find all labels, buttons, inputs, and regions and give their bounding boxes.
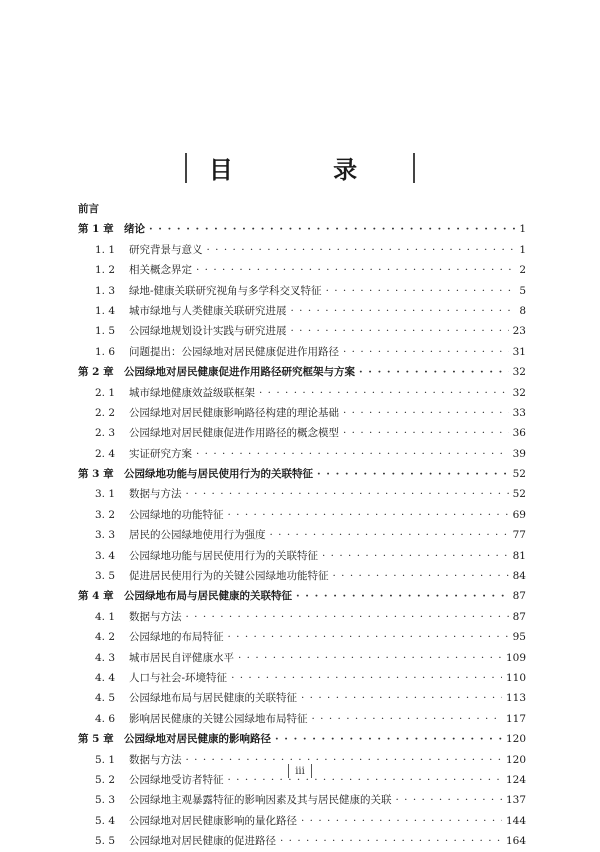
toc-entry-number: 2. 1	[95, 386, 116, 399]
toc-entry-title: 公园绿地布局与居民健康的关联特征	[124, 590, 292, 603]
toc-leader-dots	[359, 362, 509, 382]
page-footer	[0, 764, 600, 778]
toc-entry-page: 124	[505, 773, 526, 786]
toc-entry-number: 1. 3	[95, 284, 116, 297]
toc-chapter-row[interactable]	[78, 219, 526, 239]
toc-leader-dots	[231, 668, 502, 688]
toc-entry-title: 公园绿地主观暴露特征的影响因素及其与居民健康的关联	[129, 794, 392, 807]
toc-leader-dots	[301, 688, 502, 708]
toc-entry-number: 4. 5	[95, 692, 116, 705]
page-number: iii	[295, 765, 305, 777]
toc-leader-dots	[396, 790, 502, 810]
toc-entries	[78, 219, 526, 851]
toc-chapter-row[interactable]	[78, 729, 526, 749]
toc-entry-title: 数据与方法	[129, 610, 182, 623]
toc-leader-dots	[259, 383, 509, 403]
toc-entry-title: 公园绿地的功能特征	[129, 508, 224, 521]
toc-leader-dots	[207, 240, 516, 260]
toc-entry-page: 36	[512, 427, 526, 440]
toc-chapter-row[interactable]	[78, 464, 526, 484]
toc-entry-number: 5. 4	[95, 814, 116, 827]
toc-entry-number: 1. 1	[95, 243, 116, 256]
toc-leader-dots	[196, 260, 515, 280]
toc-section-row[interactable]	[78, 260, 526, 280]
toc-entry-number: 第 2 章	[78, 366, 114, 379]
toc-leader-dots	[275, 729, 502, 749]
toc-entry-page: 87	[512, 590, 526, 603]
toc-entry-title: 绪论	[124, 223, 145, 236]
toc-entry-number: 4. 3	[95, 651, 116, 664]
toc-entry-number: 1. 4	[95, 304, 116, 317]
toc-section-row[interactable]	[78, 811, 526, 831]
toc-chapter-row[interactable]	[78, 362, 526, 382]
toc-section-row[interactable]	[78, 525, 526, 545]
toc-leader-dots	[291, 301, 516, 321]
toc-entry-title: 促进居民使用行为的关键公园绿地功能特征	[129, 570, 329, 583]
toc-leader-dots	[238, 648, 502, 668]
toc-entry-number: 4. 2	[95, 631, 116, 644]
toc-entry-page: 137	[505, 794, 526, 807]
toc-section-row[interactable]	[78, 301, 526, 321]
toc-leader-dots	[333, 566, 509, 586]
toc-entry-number: 第 3 章	[78, 468, 114, 481]
toc-entry-number: 5. 3	[95, 794, 116, 807]
toc-section-row[interactable]	[78, 444, 526, 464]
toc-entry-number: 4. 1	[95, 610, 116, 623]
toc-entry-number: 5. 2	[95, 773, 116, 786]
preface-label: 前言	[78, 203, 99, 215]
toc-entry-title: 公园绿地对居民健康促进作用路径研究框架与方案	[124, 366, 355, 379]
page-title-text: 目 录	[208, 156, 404, 184]
toc-section-row[interactable]	[78, 484, 526, 504]
toc-entry-page: 164	[505, 835, 526, 848]
toc-entry-page: 113	[505, 692, 526, 705]
toc-leader-dots	[291, 321, 509, 341]
toc-leader-dots	[228, 505, 509, 525]
toc-section-row[interactable]	[78, 688, 526, 708]
toc-entry-title: 绿地-健康关联研究视角与多学科交叉特征	[129, 284, 322, 297]
toc-entry-page: 81	[512, 549, 526, 562]
toc-leader-dots	[186, 607, 509, 627]
toc-leader-dots	[343, 403, 509, 423]
toc-entry-page: 1	[519, 223, 526, 236]
toc-entry-page: 33	[512, 406, 526, 419]
toc-entry-page: 39	[512, 447, 526, 460]
toc-section-row[interactable]	[78, 403, 526, 423]
toc-leader-dots	[186, 484, 509, 504]
toc-entry-title: 公园绿地对居民健康的影响路径	[124, 733, 271, 746]
toc-section-row[interactable]	[78, 607, 526, 627]
toc-entry-page: 1	[519, 243, 526, 256]
toc-entry-number: 5. 1	[95, 753, 116, 766]
toc-section-row[interactable]	[78, 505, 526, 525]
toc-entry-title: 问题提出：公园绿地对居民健康促进作用路径	[129, 345, 339, 358]
toc-entry-number: 第 5 章	[78, 733, 114, 746]
toc-section-row[interactable]	[78, 648, 526, 668]
toc-entry-number: 第 1 章	[78, 223, 114, 236]
toc-entry-title: 公园绿地对居民健康促进作用路径的概念模型	[129, 427, 339, 440]
toc-entry-title: 城市绿地健康效益级联框架	[129, 386, 255, 399]
toc-section-row[interactable]	[78, 668, 526, 688]
toc-leader-dots	[270, 525, 509, 545]
toc-entry-page: 52	[512, 468, 526, 481]
toc-leader-dots	[343, 423, 509, 443]
toc-entry-number: 3. 5	[95, 570, 116, 583]
toc-section-row[interactable]	[78, 240, 526, 260]
toc-entry-page: 23	[512, 325, 526, 338]
toc-entry-page: 69	[512, 508, 526, 521]
toc-entry-page: 117	[505, 712, 526, 725]
toc-section-row[interactable]	[78, 790, 526, 810]
toc-leader-dots	[301, 811, 502, 831]
toc-leader-dots	[228, 627, 509, 647]
page-title	[0, 150, 600, 185]
toc-section-row[interactable]	[78, 342, 526, 362]
toc-entry-page: 77	[512, 529, 526, 542]
title-left-bar	[185, 153, 187, 183]
toc-leader-dots	[196, 444, 509, 464]
toc-entry-number: 3. 4	[95, 549, 116, 562]
toc-entry-number: 4. 6	[95, 712, 116, 725]
footer-left-bar	[288, 764, 289, 778]
footer-right-bar	[311, 764, 312, 778]
toc-entry-title: 公园绿地规划设计实践与研究进展	[129, 325, 287, 338]
toc-entry-number: 2. 2	[95, 406, 116, 419]
toc-entry-number: 3. 3	[95, 529, 116, 542]
toc-leader-dots	[280, 831, 502, 851]
toc-entry-page: 144	[505, 814, 526, 827]
toc-leader-dots	[149, 219, 515, 239]
toc-entry-number: 1. 6	[95, 345, 116, 358]
toc-entry-page: 8	[519, 304, 526, 317]
toc-entry-title: 数据与方法	[129, 753, 182, 766]
toc-entry-title: 相关概念界定	[129, 264, 192, 277]
toc-entry-page: 110	[505, 671, 526, 684]
toc-section-row[interactable]	[78, 423, 526, 443]
toc-leader-dots	[322, 546, 509, 566]
toc-entry-title: 公园绿地功能与居民使用行为的关联特征	[129, 549, 318, 562]
toc-entry-title: 公园绿地对居民健康影响路径构建的理论基础	[129, 406, 339, 419]
toc-entry-number: 5. 5	[95, 835, 116, 848]
toc-entry-page: 120	[505, 733, 526, 746]
toc-entry-title: 公园绿地功能与居民使用行为的关联特征	[124, 468, 313, 481]
toc-entry-number: 2. 3	[95, 427, 116, 440]
toc-entry-title: 公园绿地受访者特征	[129, 773, 224, 786]
toc-entry-title: 研究背景与意义	[129, 243, 203, 256]
toc-entry-page: 52	[512, 488, 526, 501]
toc-section-row[interactable]	[78, 321, 526, 341]
toc-entry-title: 公园绿地布局与居民健康的关联特征	[129, 692, 297, 705]
toc-entry-page: 84	[512, 570, 526, 583]
toc-entry-page: 120	[505, 753, 526, 766]
toc-section-row[interactable]	[78, 546, 526, 566]
toc-entry-number: 3. 2	[95, 508, 116, 521]
toc-preface[interactable]	[78, 199, 526, 219]
toc-section-row[interactable]	[78, 627, 526, 647]
toc-section-row[interactable]	[78, 831, 526, 851]
toc-entry-title: 居民的公园绿地使用行为强度	[129, 529, 266, 542]
toc-leader-dots	[317, 464, 509, 484]
toc-entry-number: 第 4 章	[78, 590, 114, 603]
toc-entry-page: 31	[512, 345, 526, 358]
toc-entry-title: 城市绿地与人类健康关联研究进展	[129, 304, 287, 317]
toc-entry-page: 32	[512, 386, 526, 399]
toc-leader-dots	[312, 709, 502, 729]
toc-entry-page: 109	[505, 651, 526, 664]
toc-entry-page: 87	[512, 610, 526, 623]
toc-leader-dots	[296, 586, 509, 606]
toc-entry-page: 5	[519, 284, 526, 297]
toc-entry-title: 人口与社会-环境特征	[129, 671, 228, 684]
toc-entry-number: 1. 2	[95, 264, 116, 277]
toc-section-row[interactable]	[78, 709, 526, 729]
toc-entry-title: 影响居民健康的关键公园绿地布局特征	[129, 712, 308, 725]
toc-chapter-row[interactable]	[78, 586, 526, 606]
toc-leader-dots	[326, 281, 516, 301]
title-right-bar	[413, 153, 415, 183]
toc-entry-title: 数据与方法	[129, 488, 182, 501]
toc-entry-number: 3. 1	[95, 488, 116, 501]
toc-section-row[interactable]	[78, 281, 526, 301]
toc-entry-title: 公园绿地的布局特征	[129, 631, 224, 644]
toc-section-row[interactable]	[78, 566, 526, 586]
toc-entry-title: 实证研究方案	[129, 447, 192, 460]
toc-entry-title: 公园绿地对居民健康影响的量化路径	[129, 814, 297, 827]
toc-entry-number: 2. 4	[95, 447, 116, 460]
toc-entry-page: 2	[519, 264, 526, 277]
toc-entry-number: 4. 4	[95, 671, 116, 684]
toc-entry-page: 95	[512, 631, 526, 644]
toc-leader-dots	[343, 342, 509, 362]
toc-entry-number: 1. 5	[95, 325, 116, 338]
toc-entry-title: 公园绿地对居民健康的促进路径	[129, 835, 276, 848]
table-of-contents	[78, 199, 526, 852]
toc-entry-page: 32	[512, 366, 526, 379]
toc-section-row[interactable]	[78, 383, 526, 403]
toc-entry-title: 城市居民自评健康水平	[129, 651, 234, 664]
